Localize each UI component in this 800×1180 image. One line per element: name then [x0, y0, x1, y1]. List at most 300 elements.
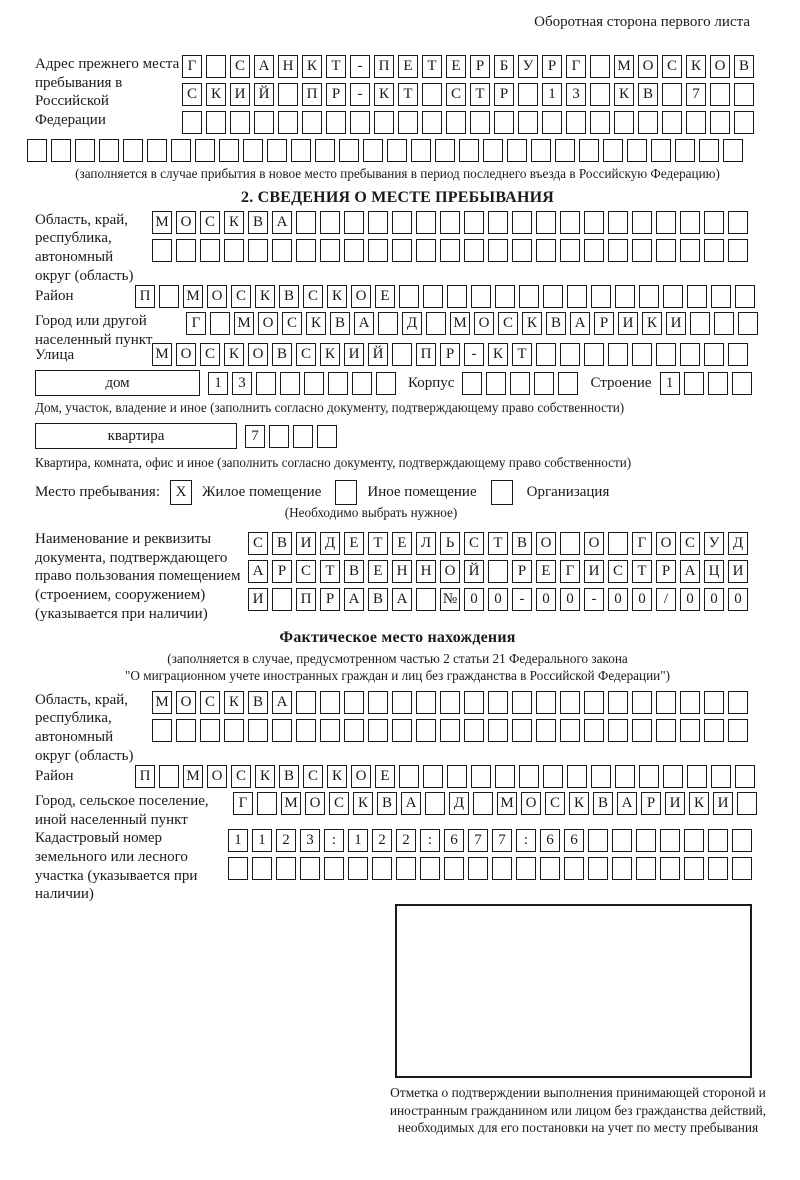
- char-box[interactable]: [200, 239, 220, 262]
- char-box[interactable]: [680, 239, 700, 262]
- char-box[interactable]: [735, 285, 755, 308]
- char-box[interactable]: [488, 211, 508, 234]
- char-box[interactable]: [280, 372, 300, 395]
- char-box[interactable]: И: [666, 312, 686, 335]
- char-box[interactable]: 2: [372, 829, 392, 852]
- char-box[interactable]: Р: [542, 55, 562, 78]
- char-box[interactable]: Е: [446, 55, 466, 78]
- char-box[interactable]: [470, 111, 490, 134]
- char-box[interactable]: К: [255, 765, 275, 788]
- char-box[interactable]: 0: [488, 588, 508, 611]
- char-box[interactable]: В: [248, 691, 268, 714]
- char-box[interactable]: [591, 765, 611, 788]
- char-box[interactable]: [320, 239, 340, 262]
- char-box[interactable]: О: [176, 691, 196, 714]
- char-box[interactable]: [656, 239, 676, 262]
- char-box[interactable]: [471, 765, 491, 788]
- char-box[interactable]: К: [306, 312, 326, 335]
- char-box[interactable]: -: [512, 588, 532, 611]
- char-box[interactable]: [584, 719, 604, 742]
- char-box[interactable]: [714, 312, 734, 335]
- char-box[interactable]: 7: [468, 829, 488, 852]
- char-box[interactable]: [555, 139, 575, 162]
- char-box[interactable]: [512, 719, 532, 742]
- char-box[interactable]: [447, 285, 467, 308]
- char-box[interactable]: [704, 211, 724, 234]
- char-box[interactable]: [422, 111, 442, 134]
- char-box[interactable]: О: [584, 532, 604, 555]
- char-box[interactable]: [684, 857, 704, 880]
- char-box[interactable]: Е: [398, 55, 418, 78]
- char-box[interactable]: [425, 792, 445, 815]
- char-box[interactable]: [536, 211, 556, 234]
- char-box[interactable]: А: [344, 588, 364, 611]
- char-box[interactable]: [291, 139, 311, 162]
- char-box[interactable]: [632, 239, 652, 262]
- char-box[interactable]: [536, 239, 556, 262]
- char-box[interactable]: [224, 239, 244, 262]
- char-box[interactable]: А: [680, 560, 700, 583]
- char-box[interactable]: [728, 343, 748, 366]
- char-box[interactable]: [159, 285, 179, 308]
- char-box[interactable]: [416, 239, 436, 262]
- char-box[interactable]: О: [176, 343, 196, 366]
- char-box[interactable]: [639, 765, 659, 788]
- char-box[interactable]: [507, 139, 527, 162]
- char-box[interactable]: [248, 719, 268, 742]
- char-box[interactable]: [350, 111, 370, 134]
- char-box[interactable]: [588, 829, 608, 852]
- char-box[interactable]: О: [248, 343, 268, 366]
- char-box[interactable]: [536, 719, 556, 742]
- char-box[interactable]: [300, 857, 320, 880]
- char-box[interactable]: И: [296, 532, 316, 555]
- char-box[interactable]: [590, 83, 610, 106]
- char-box[interactable]: Р: [512, 560, 532, 583]
- char-box[interactable]: В: [272, 343, 292, 366]
- char-box[interactable]: 6: [444, 829, 464, 852]
- char-box[interactable]: У: [518, 55, 538, 78]
- char-box[interactable]: К: [320, 343, 340, 366]
- char-box[interactable]: М: [183, 285, 203, 308]
- char-box[interactable]: В: [272, 532, 292, 555]
- char-box[interactable]: В: [248, 211, 268, 234]
- char-box[interactable]: О: [207, 765, 227, 788]
- char-box[interactable]: [560, 691, 580, 714]
- char-box[interactable]: К: [224, 343, 244, 366]
- char-box[interactable]: [560, 532, 580, 555]
- char-box[interactable]: Р: [641, 792, 661, 815]
- char-box[interactable]: О: [176, 211, 196, 234]
- char-box[interactable]: [278, 111, 298, 134]
- char-box[interactable]: Р: [470, 55, 490, 78]
- char-box[interactable]: М: [152, 343, 172, 366]
- char-box[interactable]: :: [420, 829, 440, 852]
- char-box[interactable]: [560, 211, 580, 234]
- char-box[interactable]: П: [135, 285, 155, 308]
- char-box[interactable]: [320, 211, 340, 234]
- char-box[interactable]: 0: [560, 588, 580, 611]
- char-box[interactable]: :: [324, 829, 344, 852]
- char-box[interactable]: [492, 857, 512, 880]
- char-box[interactable]: [320, 691, 340, 714]
- char-box[interactable]: [296, 239, 316, 262]
- char-box[interactable]: И: [713, 792, 733, 815]
- char-box[interactable]: [684, 372, 704, 395]
- char-box[interactable]: [426, 312, 446, 335]
- char-box[interactable]: [590, 111, 610, 134]
- char-box[interactable]: Г: [632, 532, 652, 555]
- char-box[interactable]: [651, 139, 671, 162]
- char-box[interactable]: В: [734, 55, 754, 78]
- char-box[interactable]: О: [305, 792, 325, 815]
- char-box[interactable]: 1: [228, 829, 248, 852]
- char-box[interactable]: С: [680, 532, 700, 555]
- checkbox-organization[interactable]: [491, 480, 513, 505]
- char-box[interactable]: Ь: [440, 532, 460, 555]
- char-box[interactable]: Н: [278, 55, 298, 78]
- char-box[interactable]: А: [401, 792, 421, 815]
- char-box[interactable]: [710, 111, 730, 134]
- char-box[interactable]: [243, 139, 263, 162]
- char-box[interactable]: [636, 857, 656, 880]
- char-box[interactable]: 6: [540, 829, 560, 852]
- char-box[interactable]: Н: [416, 560, 436, 583]
- char-box[interactable]: Р: [440, 343, 460, 366]
- char-box[interactable]: Г: [560, 560, 580, 583]
- char-box[interactable]: [374, 111, 394, 134]
- char-box[interactable]: [737, 792, 757, 815]
- char-box[interactable]: [536, 343, 556, 366]
- char-box[interactable]: М: [183, 765, 203, 788]
- char-box[interactable]: Г: [566, 55, 586, 78]
- char-box[interactable]: [632, 719, 652, 742]
- char-box[interactable]: [564, 857, 584, 880]
- char-box[interactable]: В: [279, 765, 299, 788]
- char-box[interactable]: 1: [208, 372, 228, 395]
- char-box[interactable]: [728, 719, 748, 742]
- char-box[interactable]: [464, 239, 484, 262]
- char-box[interactable]: [230, 111, 250, 134]
- char-box[interactable]: [152, 239, 172, 262]
- char-box[interactable]: [558, 372, 578, 395]
- char-box[interactable]: С: [231, 765, 251, 788]
- char-box[interactable]: [376, 372, 396, 395]
- char-box[interactable]: [663, 765, 683, 788]
- char-box[interactable]: [488, 719, 508, 742]
- char-box[interactable]: [210, 312, 230, 335]
- char-box[interactable]: [278, 83, 298, 106]
- char-box[interactable]: [392, 719, 412, 742]
- char-box[interactable]: [735, 765, 755, 788]
- char-box[interactable]: [488, 560, 508, 583]
- char-box[interactable]: В: [368, 588, 388, 611]
- char-box[interactable]: К: [374, 83, 394, 106]
- char-box[interactable]: Р: [272, 560, 292, 583]
- char-box[interactable]: [494, 111, 514, 134]
- char-box[interactable]: П: [374, 55, 394, 78]
- char-box[interactable]: А: [248, 560, 268, 583]
- char-box[interactable]: [656, 211, 676, 234]
- char-box[interactable]: В: [512, 532, 532, 555]
- char-box[interactable]: [464, 211, 484, 234]
- char-box[interactable]: [560, 343, 580, 366]
- char-box[interactable]: [699, 139, 719, 162]
- char-box[interactable]: [660, 857, 680, 880]
- char-box[interactable]: [293, 425, 313, 448]
- char-box[interactable]: М: [152, 691, 172, 714]
- char-box[interactable]: К: [686, 55, 706, 78]
- char-box[interactable]: [195, 139, 215, 162]
- char-box[interactable]: О: [536, 532, 556, 555]
- char-box[interactable]: 1: [252, 829, 272, 852]
- char-box[interactable]: Д: [402, 312, 422, 335]
- char-box[interactable]: :: [516, 829, 536, 852]
- char-box[interactable]: [486, 372, 506, 395]
- char-box[interactable]: [296, 691, 316, 714]
- house-type-box[interactable]: дом: [35, 370, 200, 396]
- char-box[interactable]: Д: [728, 532, 748, 555]
- char-box[interactable]: К: [522, 312, 542, 335]
- char-box[interactable]: [272, 719, 292, 742]
- char-box[interactable]: К: [206, 83, 226, 106]
- char-box[interactable]: С: [303, 285, 323, 308]
- char-box[interactable]: -: [464, 343, 484, 366]
- char-box[interactable]: [732, 372, 752, 395]
- char-box[interactable]: С: [200, 211, 220, 234]
- char-box[interactable]: М: [614, 55, 634, 78]
- char-box[interactable]: [471, 285, 491, 308]
- char-box[interactable]: [632, 211, 652, 234]
- char-box[interactable]: [416, 719, 436, 742]
- char-box[interactable]: О: [656, 532, 676, 555]
- char-box[interactable]: С: [200, 343, 220, 366]
- char-box[interactable]: [704, 691, 724, 714]
- char-box[interactable]: [614, 111, 634, 134]
- checkbox-residential[interactable]: X: [170, 480, 192, 505]
- checkbox-other-premises[interactable]: [335, 480, 357, 505]
- char-box[interactable]: Р: [594, 312, 614, 335]
- char-box[interactable]: [462, 372, 482, 395]
- char-box[interactable]: [483, 139, 503, 162]
- char-box[interactable]: [224, 719, 244, 742]
- char-box[interactable]: Т: [470, 83, 490, 106]
- char-box[interactable]: М: [450, 312, 470, 335]
- char-box[interactable]: [711, 285, 731, 308]
- char-box[interactable]: [608, 719, 628, 742]
- char-box[interactable]: [704, 719, 724, 742]
- apartment-type-box[interactable]: квартира: [35, 423, 237, 449]
- char-box[interactable]: [542, 111, 562, 134]
- char-box[interactable]: Т: [326, 55, 346, 78]
- char-box[interactable]: [627, 139, 647, 162]
- char-box[interactable]: [324, 857, 344, 880]
- char-box[interactable]: [662, 111, 682, 134]
- char-box[interactable]: 6: [564, 829, 584, 852]
- char-box[interactable]: К: [302, 55, 322, 78]
- char-box[interactable]: [723, 139, 743, 162]
- char-box[interactable]: [516, 857, 536, 880]
- char-box[interactable]: [368, 239, 388, 262]
- char-box[interactable]: [680, 211, 700, 234]
- char-box[interactable]: И: [665, 792, 685, 815]
- char-box[interactable]: [732, 829, 752, 852]
- char-box[interactable]: -: [584, 588, 604, 611]
- char-box[interactable]: [662, 83, 682, 106]
- char-box[interactable]: [392, 211, 412, 234]
- char-box[interactable]: К: [614, 83, 634, 106]
- char-box[interactable]: С: [200, 691, 220, 714]
- char-box[interactable]: [254, 111, 274, 134]
- char-box[interactable]: [159, 765, 179, 788]
- char-box[interactable]: [660, 829, 680, 852]
- char-box[interactable]: [708, 372, 728, 395]
- char-box[interactable]: -: [350, 83, 370, 106]
- char-box[interactable]: [396, 857, 416, 880]
- char-box[interactable]: Й: [368, 343, 388, 366]
- char-box[interactable]: [302, 111, 322, 134]
- char-box[interactable]: К: [642, 312, 662, 335]
- char-box[interactable]: [444, 857, 464, 880]
- char-box[interactable]: [710, 83, 730, 106]
- char-box[interactable]: С: [498, 312, 518, 335]
- char-box[interactable]: [519, 285, 539, 308]
- char-box[interactable]: Т: [512, 343, 532, 366]
- char-box[interactable]: С: [296, 343, 316, 366]
- char-box[interactable]: [123, 139, 143, 162]
- char-box[interactable]: [675, 139, 695, 162]
- char-box[interactable]: С: [282, 312, 302, 335]
- char-box[interactable]: Й: [464, 560, 484, 583]
- char-box[interactable]: К: [353, 792, 373, 815]
- char-box[interactable]: [519, 765, 539, 788]
- char-box[interactable]: М: [234, 312, 254, 335]
- char-box[interactable]: [459, 139, 479, 162]
- char-box[interactable]: П: [135, 765, 155, 788]
- char-box[interactable]: [152, 719, 172, 742]
- char-box[interactable]: [512, 211, 532, 234]
- char-box[interactable]: [638, 111, 658, 134]
- char-box[interactable]: [608, 239, 628, 262]
- char-box[interactable]: [608, 532, 628, 555]
- char-box[interactable]: [446, 111, 466, 134]
- char-box[interactable]: [615, 285, 635, 308]
- char-box[interactable]: [612, 829, 632, 852]
- char-box[interactable]: [219, 139, 239, 162]
- char-box[interactable]: [584, 211, 604, 234]
- char-box[interactable]: [27, 139, 47, 162]
- char-box[interactable]: Р: [494, 83, 514, 106]
- char-box[interactable]: [304, 372, 324, 395]
- char-box[interactable]: И: [728, 560, 748, 583]
- char-box[interactable]: [344, 211, 364, 234]
- char-box[interactable]: Т: [320, 560, 340, 583]
- char-box[interactable]: [352, 372, 372, 395]
- char-box[interactable]: К: [327, 765, 347, 788]
- char-box[interactable]: [591, 285, 611, 308]
- char-box[interactable]: 0: [728, 588, 748, 611]
- char-box[interactable]: [708, 829, 728, 852]
- char-box[interactable]: Д: [320, 532, 340, 555]
- char-box[interactable]: [543, 765, 563, 788]
- char-box[interactable]: [590, 55, 610, 78]
- char-box[interactable]: К: [689, 792, 709, 815]
- char-box[interactable]: С: [303, 765, 323, 788]
- char-box[interactable]: [663, 285, 683, 308]
- char-box[interactable]: М: [497, 792, 517, 815]
- char-box[interactable]: Т: [368, 532, 388, 555]
- char-box[interactable]: В: [344, 560, 364, 583]
- char-box[interactable]: С: [446, 83, 466, 106]
- char-box[interactable]: [392, 343, 412, 366]
- char-box[interactable]: [473, 792, 493, 815]
- char-box[interactable]: А: [272, 691, 292, 714]
- char-box[interactable]: М: [281, 792, 301, 815]
- char-box[interactable]: [579, 139, 599, 162]
- char-box[interactable]: [440, 691, 460, 714]
- char-box[interactable]: 0: [608, 588, 628, 611]
- char-box[interactable]: [252, 857, 272, 880]
- char-box[interactable]: В: [279, 285, 299, 308]
- char-box[interactable]: С: [230, 55, 250, 78]
- char-box[interactable]: [704, 239, 724, 262]
- char-box[interactable]: В: [593, 792, 613, 815]
- char-box[interactable]: [440, 211, 460, 234]
- char-box[interactable]: [612, 857, 632, 880]
- char-box[interactable]: 1: [660, 372, 680, 395]
- char-box[interactable]: [728, 211, 748, 234]
- char-box[interactable]: [51, 139, 71, 162]
- char-box[interactable]: №: [440, 588, 460, 611]
- char-box[interactable]: [423, 765, 443, 788]
- char-box[interactable]: [495, 285, 515, 308]
- char-box[interactable]: [416, 211, 436, 234]
- char-box[interactable]: [272, 588, 292, 611]
- char-box[interactable]: [99, 139, 119, 162]
- char-box[interactable]: [206, 55, 226, 78]
- char-box[interactable]: Т: [632, 560, 652, 583]
- char-box[interactable]: [344, 719, 364, 742]
- char-box[interactable]: А: [617, 792, 637, 815]
- char-box[interactable]: 3: [300, 829, 320, 852]
- char-box[interactable]: [567, 285, 587, 308]
- char-box[interactable]: [267, 139, 287, 162]
- char-box[interactable]: И: [344, 343, 364, 366]
- char-box[interactable]: С: [248, 532, 268, 555]
- char-box[interactable]: [728, 239, 748, 262]
- char-box[interactable]: [387, 139, 407, 162]
- char-box[interactable]: [363, 139, 383, 162]
- char-box[interactable]: [738, 312, 758, 335]
- char-box[interactable]: П: [416, 343, 436, 366]
- char-box[interactable]: [468, 857, 488, 880]
- char-box[interactable]: О: [474, 312, 494, 335]
- char-box[interactable]: С: [231, 285, 251, 308]
- char-box[interactable]: [228, 857, 248, 880]
- char-box[interactable]: А: [392, 588, 412, 611]
- char-box[interactable]: П: [296, 588, 316, 611]
- char-box[interactable]: [495, 765, 515, 788]
- char-box[interactable]: К: [255, 285, 275, 308]
- char-box[interactable]: [399, 285, 419, 308]
- char-box[interactable]: В: [377, 792, 397, 815]
- char-box[interactable]: [639, 285, 659, 308]
- char-box[interactable]: 0: [632, 588, 652, 611]
- char-box[interactable]: [608, 691, 628, 714]
- char-box[interactable]: [276, 857, 296, 880]
- char-box[interactable]: [512, 239, 532, 262]
- char-box[interactable]: 3: [232, 372, 252, 395]
